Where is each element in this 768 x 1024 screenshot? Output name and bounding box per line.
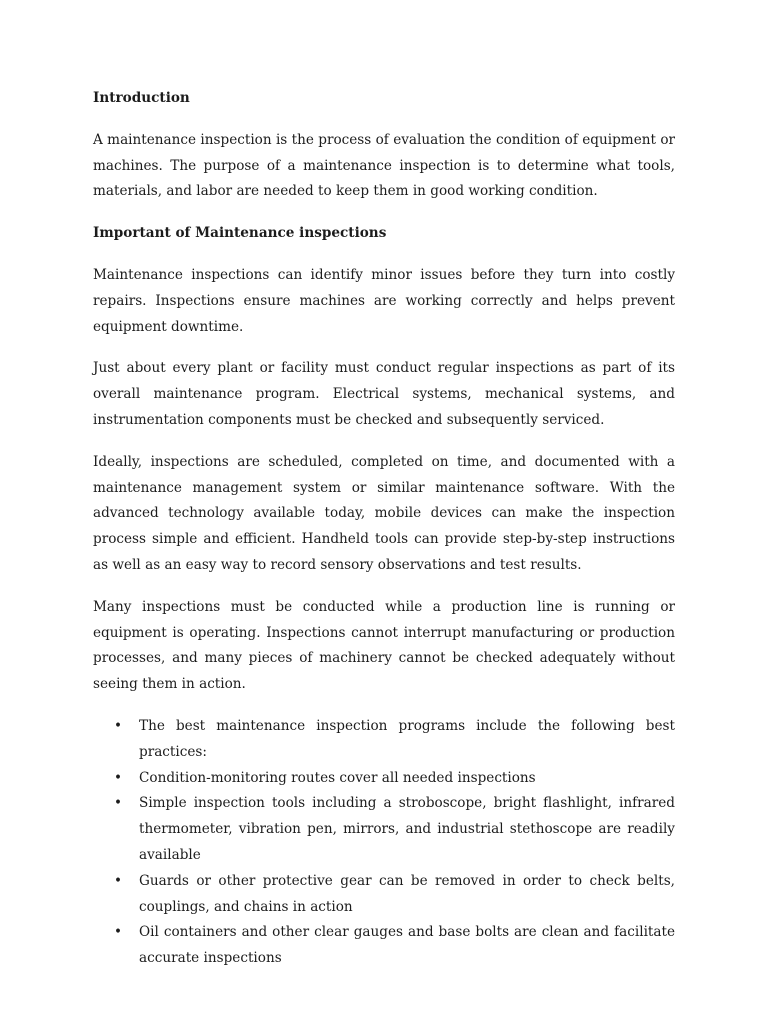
list-item-text: Condition-monitoring routes cover all needed inspections [139, 769, 536, 786]
list-item [93, 791, 675, 868]
bullet-icon: • [114, 872, 123, 889]
bullet-icon: • [114, 924, 123, 941]
list-item-text: Guards or other protective gear can be removed in order to check belts, couplings, and chains in action [139, 872, 675, 915]
body-paragraph: Many inspections must be conducted while a production line is running or equipment is operating. Inspections cannot interrupt manufacturing or production processes, and many pieces of machinery cannot be checked adequately without seeing them in action. [93, 598, 675, 693]
best-practices-list [93, 714, 675, 972]
bullet-icon: • [114, 769, 123, 786]
list-item [93, 766, 675, 792]
list-item [93, 920, 675, 972]
list-item-text: Simple inspection tools including a stroboscope, bright flashlight, infrared thermometer, vibration pen, mirrors, and industrial stethoscope are readily available [139, 795, 675, 863]
bullet-icon: • [114, 795, 123, 812]
body-paragraph: Ideally, inspections are scheduled, completed on time, and documented with a maintenance management system or similar maintenance software. With the advanced technology available today, mobile devices can make the inspection process simple and efficient. Handheld tools can provide step-by-step instructions as well as an easy way to record sensory observations and test results. [93, 453, 675, 573]
bullet-icon: • [114, 717, 123, 734]
list-item [93, 714, 675, 766]
introduction-paragraph: A maintenance inspection is the process of evaluation the condition of equipment or machines. The purpose of a maintenance inspection is to determine what tools, materials, and labor are needed to keep them in good working condition. [93, 131, 675, 200]
document-page [93, 86, 675, 972]
list-item-text: The best maintenance inspection programs include the following best practices: [139, 717, 675, 760]
introduction-heading: Introduction [93, 90, 190, 106]
body-paragraph: Maintenance inspections can identify minor issues before they turn into costly repairs. Inspections ensure machines are working correctly and helps prevent equipment downtime. [93, 266, 675, 335]
list-item-text: Oil containers and other clear gauges and base bolts are clean and facilitate accurate inspections [139, 924, 675, 967]
list-item [93, 869, 675, 921]
body-paragraph: Just about every plant or facility must conduct regular inspections as part of its overall maintenance program. Electrical systems, mechanical systems, and instrumentation components must be checked and subsequently serviced. [93, 360, 675, 428]
importance-heading: Important of Maintenance inspections [93, 225, 387, 242]
